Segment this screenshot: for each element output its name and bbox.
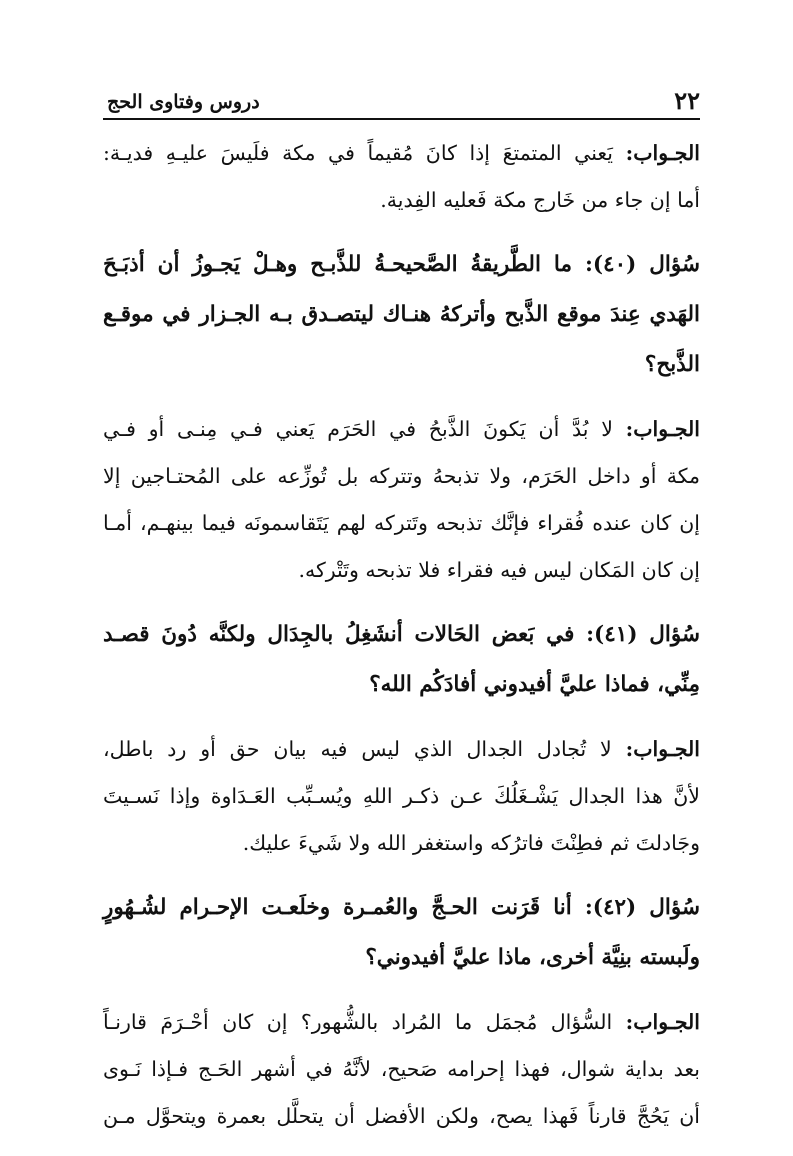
text-line [103,130,700,177]
answer-text: السُّؤال مُجمَل ما المُراد بالشُّهور؟ إن كان أحْـرَمَ قارنـاً [103,1010,613,1034]
book-page [103,86,700,1156]
text-line: الذَّبح؟ [644,352,700,377]
answer-label: الجـواب: [625,737,700,761]
text-line [103,406,700,453]
question-text: في بَعض الحَالات أنشَغِلُ بالجِدَال ولكنَّه دُونَ قصـد [103,622,575,647]
question-paragraph [103,883,700,983]
answer-text: لا بُدَّ أن يَكونَ الذَّبحُ في الحَرَم يَعني فـي مِنـى أو فـي [103,417,613,441]
text-line: أن يَحُجَّ قارناً فَهذا يصح، ولكن الأفضل أن يتحلَّل بعمرة ويتحوَّل مـن [103,1104,700,1128]
question-label: سُؤال (٤١): [586,622,700,647]
text-line: ولَبسته بنِيَّة أخرى، ماذا عليَّ أفيدوني؟ [365,945,700,970]
page-body [103,130,700,1140]
text-line: لأنَّ هذا الجدال يَشْـغَلُكَ عـن ذكـر اللهِ ويُسـبِّب العَـدَاوة وإذا نَسـيتَ [103,784,700,808]
text-line [103,240,700,290]
text-line: إن كان عنده فُقراء فإنَّك تذبحه وتَتركه لهم يَتَقاسمونَه فيما بينهـم، أمـا [103,511,700,535]
text-line [103,883,700,933]
text-line: مكة أو داخل الحَرَم، ولا تذبحهُ وتتركه بل تُوزِّعه على المُحتـاجين إلا [103,464,700,488]
answer-label: الجـواب: [625,141,700,165]
answer-paragraph [103,999,700,1140]
text-line: وجَادلتَ ثم فطِنْتَ فاترُكه واستغفر الله ولا شَيءَ عليك. [242,831,700,855]
question-text: ما الطَّريقةُ الصَّحيحـةُ للذَّبـح وهـلْ يَجـوزُ أن أذبَـحَ [103,252,572,277]
question-label: سُؤال (٤٠): [584,252,701,277]
question-paragraph [103,610,700,710]
answer-text: لا تُجادل الجدال الذي ليس فيه بيان حق أو رد باطل، [103,737,612,761]
text-line [103,726,700,773]
text-line: مِنِّي، فماذا عليَّ أفيدوني أفادَكُم الله؟ [369,672,700,697]
text-line: إن كان المَكان ليس فيه فقراء فلا تذبحه وتَتْركه. [298,558,700,582]
question-text: أنا قَرَنت الحـجَّ والعُمـرة وخلَعـت الإحـرام لشُـهُورٍ [103,895,572,920]
page-number: ٢٢ [674,86,700,115]
answer-paragraph [103,726,700,867]
text-line: أما إن جاء من خَارج مكة فَعليه الفِدية. [380,188,700,212]
book-title: دروس وفتاوى الحج [107,91,260,113]
answer-label: الجـواب: [625,1010,700,1034]
answer-paragraph [103,130,700,224]
question-paragraph [103,240,700,390]
text-line: الهَدي عِندَ موقع الذَّبح وأتركهُ هنـاك ليتصـدق بـه الجـزار في موقـع [103,302,700,327]
text-line [103,999,700,1046]
answer-paragraph [103,406,700,594]
text-line: بعد بداية شوال، فهذا إحرامه صَحيح، لأنَّهُ في أشهر الحَـج فـإذا نَـوى [103,1057,700,1081]
answer-text: يَعني المتمتعَ إذا كانَ مُقيماً في مكة فلَيسَ عليـهِ فديـة: [103,141,614,165]
text-line [103,610,700,660]
answer-label: الجـواب: [625,417,700,441]
question-label: سُؤال (٤٢): [584,895,700,920]
running-header [103,86,700,120]
